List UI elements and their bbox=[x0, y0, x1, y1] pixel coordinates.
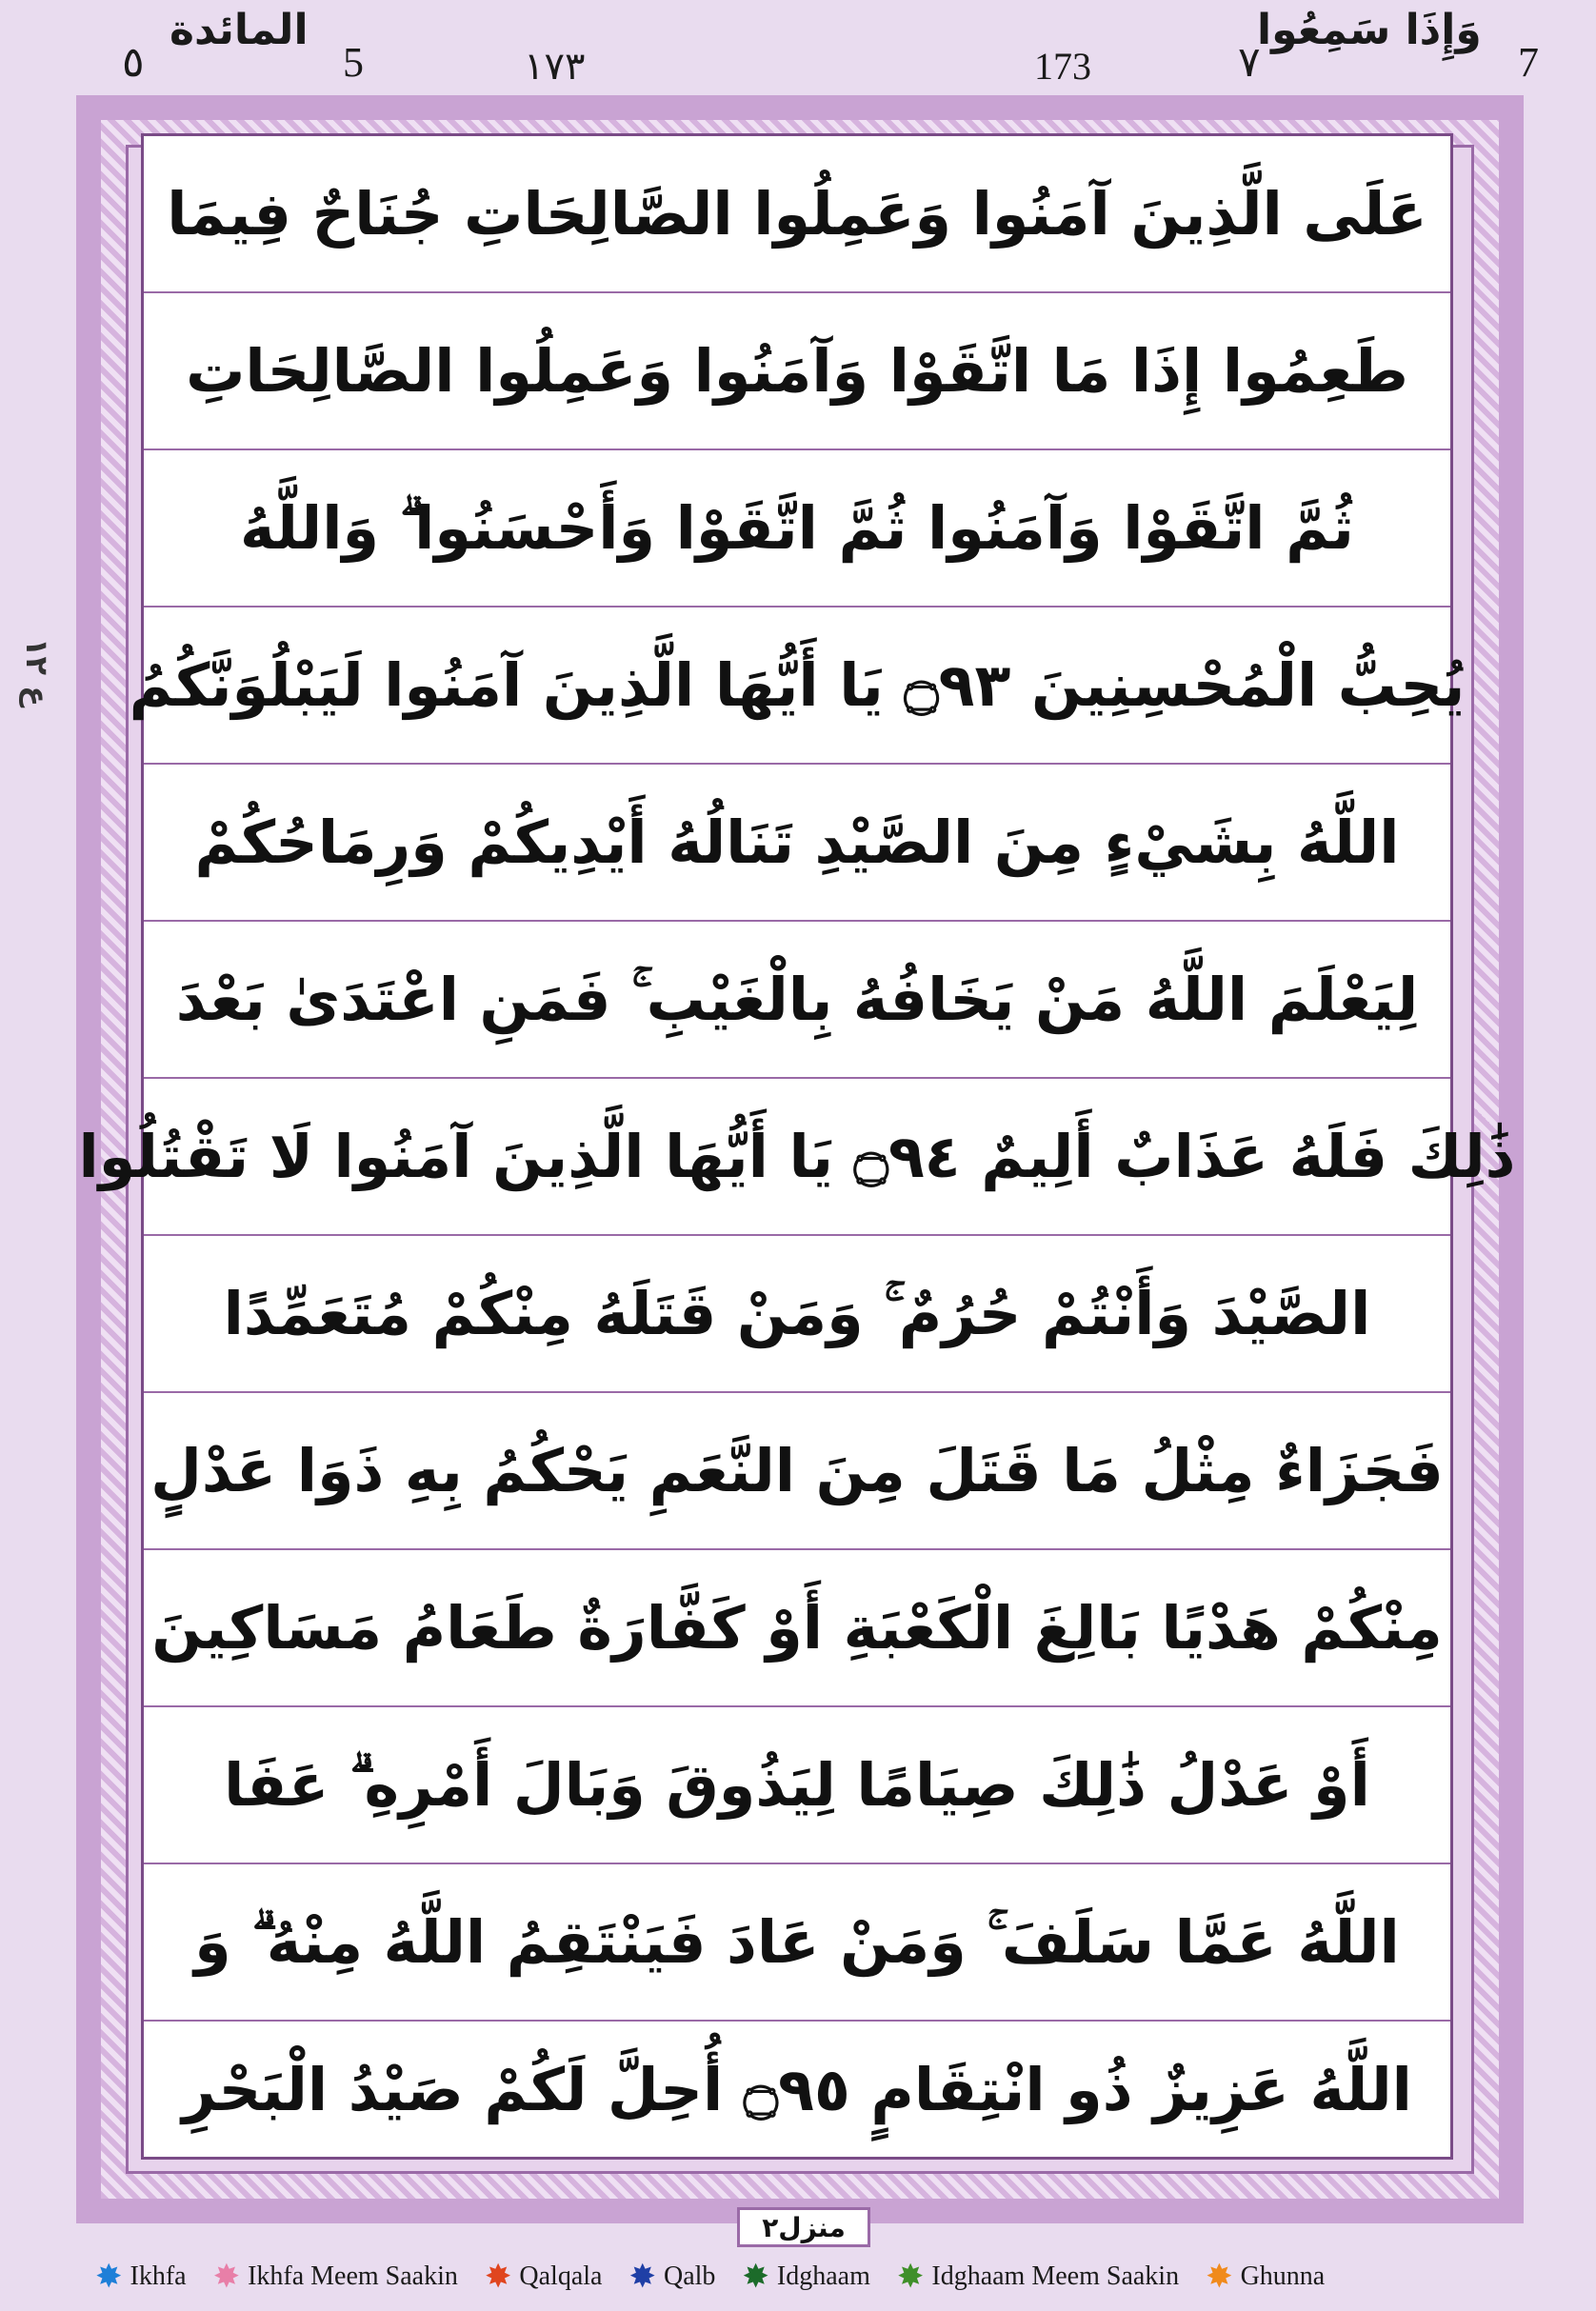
verse-line-text: عَلَى الَّذِينَ آمَنُوا وَعَمِلُوا الصَّالِحَاتِ جُنَاحٌ فِيمَا bbox=[167, 179, 1427, 249]
legend-label: Idghaam bbox=[776, 2261, 870, 2291]
verse-line bbox=[144, 450, 1450, 608]
verse-line bbox=[144, 1550, 1450, 1707]
star-icon: ✸ bbox=[628, 2258, 656, 2296]
rukuh-marker: ع ١٢ bbox=[19, 638, 55, 707]
legend-item-ghunna bbox=[1206, 2258, 1326, 2296]
star-icon: ✸ bbox=[742, 2258, 769, 2296]
verse-line-text: يُحِبُّ الْمُحْسِنِينَ ۝٩٣ يَا أَيُّهَا الَّذِينَ آمَنُوا لَيَبْلُوَنَّكُمُ bbox=[129, 650, 1466, 720]
legend-item-idghaam-meem-saakin bbox=[896, 2258, 1180, 2296]
quran-text-area bbox=[78, 133, 1516, 2160]
legend-label: Ghunna bbox=[1240, 2261, 1326, 2291]
verse-line bbox=[144, 922, 1450, 1079]
verse-line bbox=[144, 136, 1450, 293]
star-icon: ✸ bbox=[896, 2258, 925, 2296]
surah-number-arabic: ٥ bbox=[122, 39, 145, 86]
legend-label: Qalqala bbox=[519, 2261, 603, 2291]
verse-line bbox=[144, 1864, 1450, 2022]
legend-label: Ikhfa Meem Saakin bbox=[248, 2261, 458, 2291]
verse-line-text: طَعِمُوا إِذَا مَا اتَّقَوْا وَآمَنُوا وَعَمِلُوا الصَّالِحَاتِ bbox=[186, 336, 1408, 406]
manzil-label: منزل٢ bbox=[737, 2207, 870, 2247]
verse-line bbox=[144, 1236, 1450, 1393]
page-number-arabic: ١٧٣ bbox=[524, 45, 586, 88]
legend-label: Idghaam Meem Saakin bbox=[931, 2261, 1180, 2291]
verse-line bbox=[144, 765, 1450, 922]
verse-line bbox=[144, 1393, 1450, 1550]
legend-item-idghaam bbox=[742, 2258, 870, 2296]
legend-item-qalqala bbox=[484, 2258, 603, 2296]
star-icon: ✸ bbox=[1206, 2258, 1233, 2296]
legend-item-ikhfa-meem-saakin bbox=[212, 2258, 458, 2296]
surah-name: المائدة bbox=[170, 6, 309, 54]
star-icon: ✸ bbox=[95, 2258, 123, 2296]
verse-line-text: اللَّهُ عَمَّا سَلَفَ ۚ وَمَنْ عَادَ فَيَنْتَقِمُ اللَّهُ مِنْهُ ۗ وَ bbox=[194, 1906, 1400, 1977]
verse-line bbox=[78, 1079, 1516, 1236]
juz-number: 7 bbox=[1518, 39, 1539, 86]
juz-number-arabic: ٧ bbox=[1238, 39, 1261, 86]
verse-line-text: ثُمَّ اتَّقَوْا وَآمَنُوا ثُمَّ اتَّقَوْا وَأَحْسَنُوا ۗ وَاللَّهُ bbox=[240, 492, 1354, 563]
juz-name: وَإِذَا سَمِعُوا bbox=[1257, 6, 1482, 54]
page-number: 173 bbox=[1034, 45, 1091, 88]
verse-line-text: ذَٰلِكَ فَلَهُ عَذَابٌ أَلِيمٌ ۝٩٤ يَا أَيُّهَا الَّذِينَ آمَنُوا لَا تَقْتُلُوا bbox=[78, 1122, 1516, 1191]
star-icon: ✸ bbox=[484, 2258, 512, 2296]
legend-label: Ikhfa bbox=[130, 2261, 187, 2291]
legend-item-qalb bbox=[628, 2258, 716, 2296]
legend-label: Qalb bbox=[663, 2261, 716, 2291]
verse-line bbox=[144, 1707, 1450, 1864]
star-icon: ✸ bbox=[212, 2258, 241, 2296]
verse-line bbox=[129, 608, 1466, 765]
legend-item-ikhfa bbox=[95, 2258, 187, 2296]
surah-number: 5 bbox=[343, 39, 364, 86]
verse-line-text: اللَّهُ بِشَيْءٍ مِنَ الصَّيْدِ تَنَالُهُ أَيْدِيكُمْ وَرِمَاحُكُمْ bbox=[194, 807, 1400, 877]
verse-line-text: فَجَزَاءٌ مِثْلُ مَا قَتَلَ مِنَ النَّعَمِ يَحْكُمُ بِهِ ذَوَا عَدْلٍ bbox=[150, 1436, 1444, 1505]
verse-line-text: أَوْ عَدْلُ ذَٰلِكَ صِيَامًا لِيَذُوقَ وَبَالَ أَمْرِهِ ۗ عَفَا bbox=[224, 1749, 1370, 1820]
verse-line-text: مِنْكُمْ هَدْيًا بَالِغَ الْكَعْبَةِ أَوْ كَفَّارَةٌ طَعَامُ مَسَاكِينَ bbox=[151, 1593, 1443, 1663]
verse-line bbox=[144, 2022, 1450, 2157]
tajweed-legend bbox=[95, 2253, 1524, 2301]
verse-line-text: لِيَعْلَمَ اللَّهُ مَنْ يَخَافُهُ بِالْغَيْبِ ۚ فَمَنِ اعْتَدَىٰ بَعْدَ bbox=[175, 964, 1419, 1034]
page-header bbox=[0, 0, 1596, 105]
verse-line-text: اللَّهُ عَزِيزٌ ذُو انْتِقَامٍ ۝٩٥ أُحِلَّ لَكُمْ صَيْدُ الْبَحْرِ bbox=[182, 2054, 1412, 2124]
verse-line bbox=[144, 293, 1450, 450]
verse-line-text: الصَّيْدَ وَأَنْتُمْ حُرُمٌ ۚ وَمَنْ قَتَلَهُ مِنْكُمْ مُتَعَمِّدًا bbox=[223, 1278, 1371, 1348]
